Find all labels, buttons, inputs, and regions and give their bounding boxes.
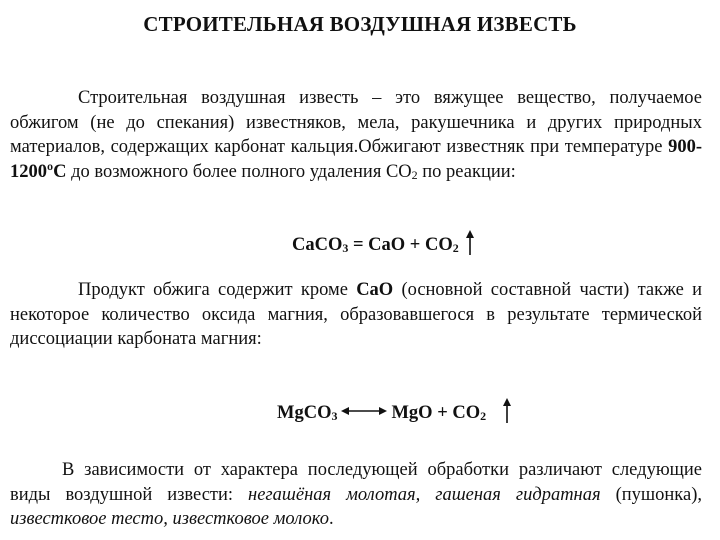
paragraph-types — [10, 458, 702, 532]
gas-release-arrow-icon — [502, 398, 512, 430]
types-italic-b: известковое тесто, известковое молоко — [10, 509, 329, 529]
eq2-right: MgO + CO — [391, 403, 481, 423]
eq2-left: MgCO — [277, 403, 332, 423]
types-text-cont: (пушонка), — [600, 484, 702, 505]
types-italic-a: негашёная молотая, гашеная гидратная — [248, 484, 601, 505]
co2-subscript: 2 — [411, 167, 418, 182]
slide-title: СТРОИТЕЛЬНАЯ ВОЗДУШНАЯ ИЗВЕСТЬ — [143, 12, 577, 36]
paragraph-definition — [10, 86, 702, 184]
eq2-left-sub: 3 — [331, 409, 338, 423]
product-text: Продукт обжига содержит кроме — [78, 280, 357, 300]
paragraph-product — [10, 278, 702, 352]
eq2-right-sub: 2 — [480, 409, 487, 423]
gas-release-arrow-icon — [465, 230, 475, 262]
definition-text-end: по реакции: — [417, 161, 516, 182]
eq1-right-sub: 2 — [452, 241, 459, 255]
equation-mgco3 — [277, 398, 512, 430]
definition-text: Строительная воздушная известь – это вяжущее вещество, получаемое обжигом (не до спекания) известняков, мела, ракушечника и других природных материалов, содержащих карбонат кальция.Обжигают известняк при температуре — [10, 88, 702, 157]
product-text-cont: (основной составной части) также и некоторое количество оксида магния, образовавшегося в результате термической диссоциации карбоната магния: — [10, 280, 702, 349]
definition-text-cont: до возможного более полного удаления CO — [66, 161, 412, 182]
cao-bold: CaO — [356, 280, 394, 300]
equation-caco3 — [292, 230, 475, 262]
eq1-middle: = CaO + CO — [348, 235, 453, 255]
reversible-arrow-icon — [341, 401, 387, 422]
types-text-end: . — [328, 509, 334, 529]
types-text: В зависимости от характера последующей обработки различают следующие виды воздушной извести: — [10, 460, 702, 505]
temperature-value: 900- 1200ºС — [10, 137, 702, 182]
eq1-left-sub: 3 — [342, 241, 349, 255]
eq1-left: CaCO — [292, 235, 343, 255]
